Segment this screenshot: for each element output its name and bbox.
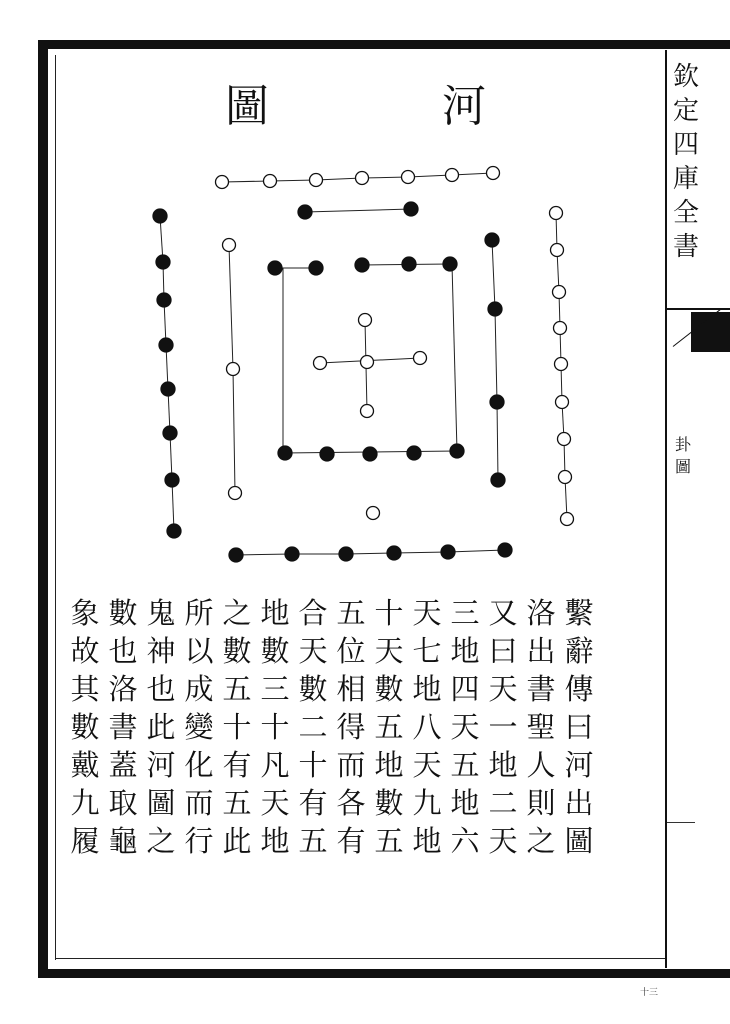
text-char: 九 [412,786,442,820]
bottom-outer-six-dot [498,543,512,557]
center-five-dot [314,357,327,370]
text-char: 河 [564,748,594,782]
text-char: 數 [70,710,100,744]
text-char: 則 [526,786,556,820]
text-char: 天 [488,672,518,706]
text-char: 九 [70,786,100,820]
text-char: 行 [184,824,214,858]
text-char: 人 [526,748,556,782]
text-column [560,594,598,860]
text-char: 十 [260,710,290,744]
text-char: 出 [526,634,556,668]
text-column [180,594,218,860]
left-outer-eight-dot [153,209,167,223]
text-char: 聖 [526,710,556,744]
right-inner-four-link [495,309,497,402]
text-char: 地 [260,596,290,630]
right-outer-nine-dot [559,471,572,484]
top-outer-seven-dot [310,174,323,187]
book-title-char: 定 [672,96,699,126]
text-char: 各 [336,786,366,820]
text-char: 有 [298,786,328,820]
text-char: 龜 [108,824,138,858]
left-outer-eight-dot [161,382,175,396]
text-char: 數 [260,634,290,668]
bottom-outer-six-dot [441,545,455,559]
commentary-text [66,594,598,970]
text-char: 之 [526,824,556,858]
text-char: 之 [222,596,252,630]
left-inner-three-dot [229,487,242,500]
text-char: 而 [336,748,366,782]
frame-ten-dot [268,261,282,275]
text-char: 以 [184,634,214,668]
text-char: 數 [298,672,328,706]
text-char: 數 [108,596,138,630]
title-char-tu: 圖 [225,81,269,132]
left-inner-three-dot [223,239,236,252]
text-column [370,594,408,860]
text-char: 其 [70,672,100,706]
text-char: 六 [450,824,480,858]
text-char: 地 [412,672,442,706]
text-char: 又 [488,596,518,630]
frame-ten-dot [320,447,334,461]
text-char: 凡 [260,748,290,782]
text-char: 五 [450,748,480,782]
text-column [408,594,446,860]
text-char: 地 [260,824,290,858]
right-inner-four-dot [490,395,504,409]
text-column [332,594,370,860]
bottom-inner-one-dot [367,507,380,520]
top-outer-seven-dot [216,176,229,189]
top-outer-seven-dot [446,169,459,182]
right-outer-nine-dot [550,207,563,220]
center-five-dot [361,405,374,418]
text-char: 象 [70,596,100,630]
frame-ten-dot [309,261,323,275]
left-outer-eight-dot [159,338,173,352]
text-char: 取 [108,786,138,820]
text-char: 四 [450,672,480,706]
text-char: 十 [374,596,404,630]
text-char: 數 [222,634,252,668]
center-five-dot [361,356,374,369]
bottom-outer-six-link [394,552,448,553]
text-char: 蓋 [108,748,138,782]
text-column [294,594,332,860]
right-inner-four-link [497,402,498,480]
text-char: 天 [412,748,442,782]
right-outer-nine-dot [561,513,574,526]
top-outer-seven-dot [356,172,369,185]
bottom-outer-six-dot [229,548,243,562]
text-char: 履 [70,824,100,858]
bottom-outer-six-dot [387,546,401,560]
text-char: 鬼 [146,596,176,630]
bottom-outer-six-link [236,554,292,555]
title-char-he: 河 [442,81,486,132]
text-char: 五 [374,710,404,744]
text-char: 地 [450,786,480,820]
text-char: 有 [336,824,366,858]
text-char: 此 [146,710,176,744]
text-char: 洛 [108,672,138,706]
text-char: 洛 [526,596,556,630]
text-char: 天 [374,634,404,668]
text-char: 七 [412,634,442,668]
text-char: 相 [336,672,366,706]
text-char: 二 [298,710,328,744]
text-char: 故 [70,634,100,668]
text-char: 戴 [70,748,100,782]
text-char: 也 [146,672,176,706]
frame-ten-dot [355,258,369,272]
right-outer-nine-dot [558,433,571,446]
text-column [218,594,256,860]
text-char: 而 [184,786,214,820]
right-inner-four-dot [485,233,499,247]
bottom-outer-six-dot [285,547,299,561]
text-char: 有 [222,748,252,782]
text-char: 成 [184,672,214,706]
text-char: 之 [146,824,176,858]
text-char: 辭 [564,634,594,668]
text-char: 河 [146,748,176,782]
right-outer-nine-dot [556,396,569,409]
right-inner-four-dot [491,473,505,487]
text-char: 五 [222,672,252,706]
center-five-dot [359,314,372,327]
left-outer-eight-dot [167,524,181,538]
text-char: 地 [374,748,404,782]
left-outer-eight-link [172,480,174,531]
left-inner-three-link [233,369,235,493]
book-title-char: 書 [672,232,699,262]
text-char: 十 [298,748,328,782]
text-char: 此 [222,824,252,858]
text-char: 五 [336,596,366,630]
text-char: 天 [260,786,290,820]
text-char: 圖 [564,824,594,858]
text-char: 二 [488,786,518,820]
text-column [142,594,180,860]
frame-ten-dot [278,446,292,460]
text-column [256,594,294,860]
text-char: 三 [450,596,480,630]
book-title-char: 庫 [672,164,699,194]
right-inner-four-dot [488,302,502,316]
section-label-char: 圖 [674,457,691,476]
left-outer-eight-dot [156,255,170,269]
text-char: 繫 [564,596,594,630]
text-char: 天 [412,596,442,630]
top-outer-seven-dot [264,175,277,188]
text-char: 變 [184,710,214,744]
text-char: 神 [146,634,176,668]
section-label-char: 卦 [674,435,691,454]
text-char: 天 [450,710,480,744]
top-inner-two-link [305,209,411,212]
frame-ten-dot [402,257,416,271]
folio-number: 十三 [640,988,659,998]
left-inner-three-dot [227,363,240,376]
book-title-char: 四 [672,130,699,160]
top-inner-two-dot [298,205,312,219]
left-outer-eight-dot [157,293,171,307]
frame-ten-dot [443,257,457,271]
frame-ten-dot [407,446,421,460]
text-column [446,594,484,860]
text-char: 五 [298,824,328,858]
text-char: 八 [412,710,442,744]
left-outer-eight-dot [165,473,179,487]
text-char: 書 [526,672,556,706]
text-char: 十 [222,710,252,744]
text-char: 一 [488,710,518,744]
text-char: 五 [222,786,252,820]
text-char: 位 [336,634,366,668]
top-outer-seven-dot [487,167,500,180]
top-outer-seven-dot [402,171,415,184]
text-char: 曰 [564,710,594,744]
text-char: 數 [374,786,404,820]
right-outer-nine-dot [551,244,564,257]
text-char: 也 [108,634,138,668]
frame-ten-dot [450,444,464,458]
left-outer-eight-dot [163,426,177,440]
right-outer-nine-dot [553,286,566,299]
text-char: 書 [108,710,138,744]
text-char: 傳 [564,672,594,706]
text-column [484,594,522,860]
text-char: 合 [298,596,328,630]
top-outer-seven-link [222,181,270,182]
right-outer-nine-dot [554,322,567,335]
text-char: 所 [184,596,214,630]
text-char: 數 [374,672,404,706]
book-title-char: 欽 [672,62,699,92]
right-inner-four-link [492,240,495,309]
text-char: 圖 [146,786,176,820]
text-char: 得 [336,710,366,744]
text-char: 五 [374,824,404,858]
text-column [66,594,104,860]
text-char: 曰 [488,634,518,668]
text-column [104,594,142,860]
text-char: 地 [412,824,442,858]
text-char: 三 [260,672,290,706]
text-char: 地 [450,634,480,668]
text-char: 化 [184,748,214,782]
bottom-outer-six-dot [339,547,353,561]
text-char: 天 [488,824,518,858]
book-title-char: 全 [672,198,699,228]
text-char: 地 [488,748,518,782]
frame-ten-link [452,264,457,451]
right-outer-nine-dot [555,358,568,371]
top-inner-two-dot [404,202,418,216]
left-inner-three-link [229,245,233,369]
bottom-outer-six-link [448,550,505,552]
text-char: 天 [298,634,328,668]
center-five-dot [414,352,427,365]
text-column [522,594,560,860]
text-char: 出 [564,786,594,820]
frame-ten-dot [363,447,377,461]
